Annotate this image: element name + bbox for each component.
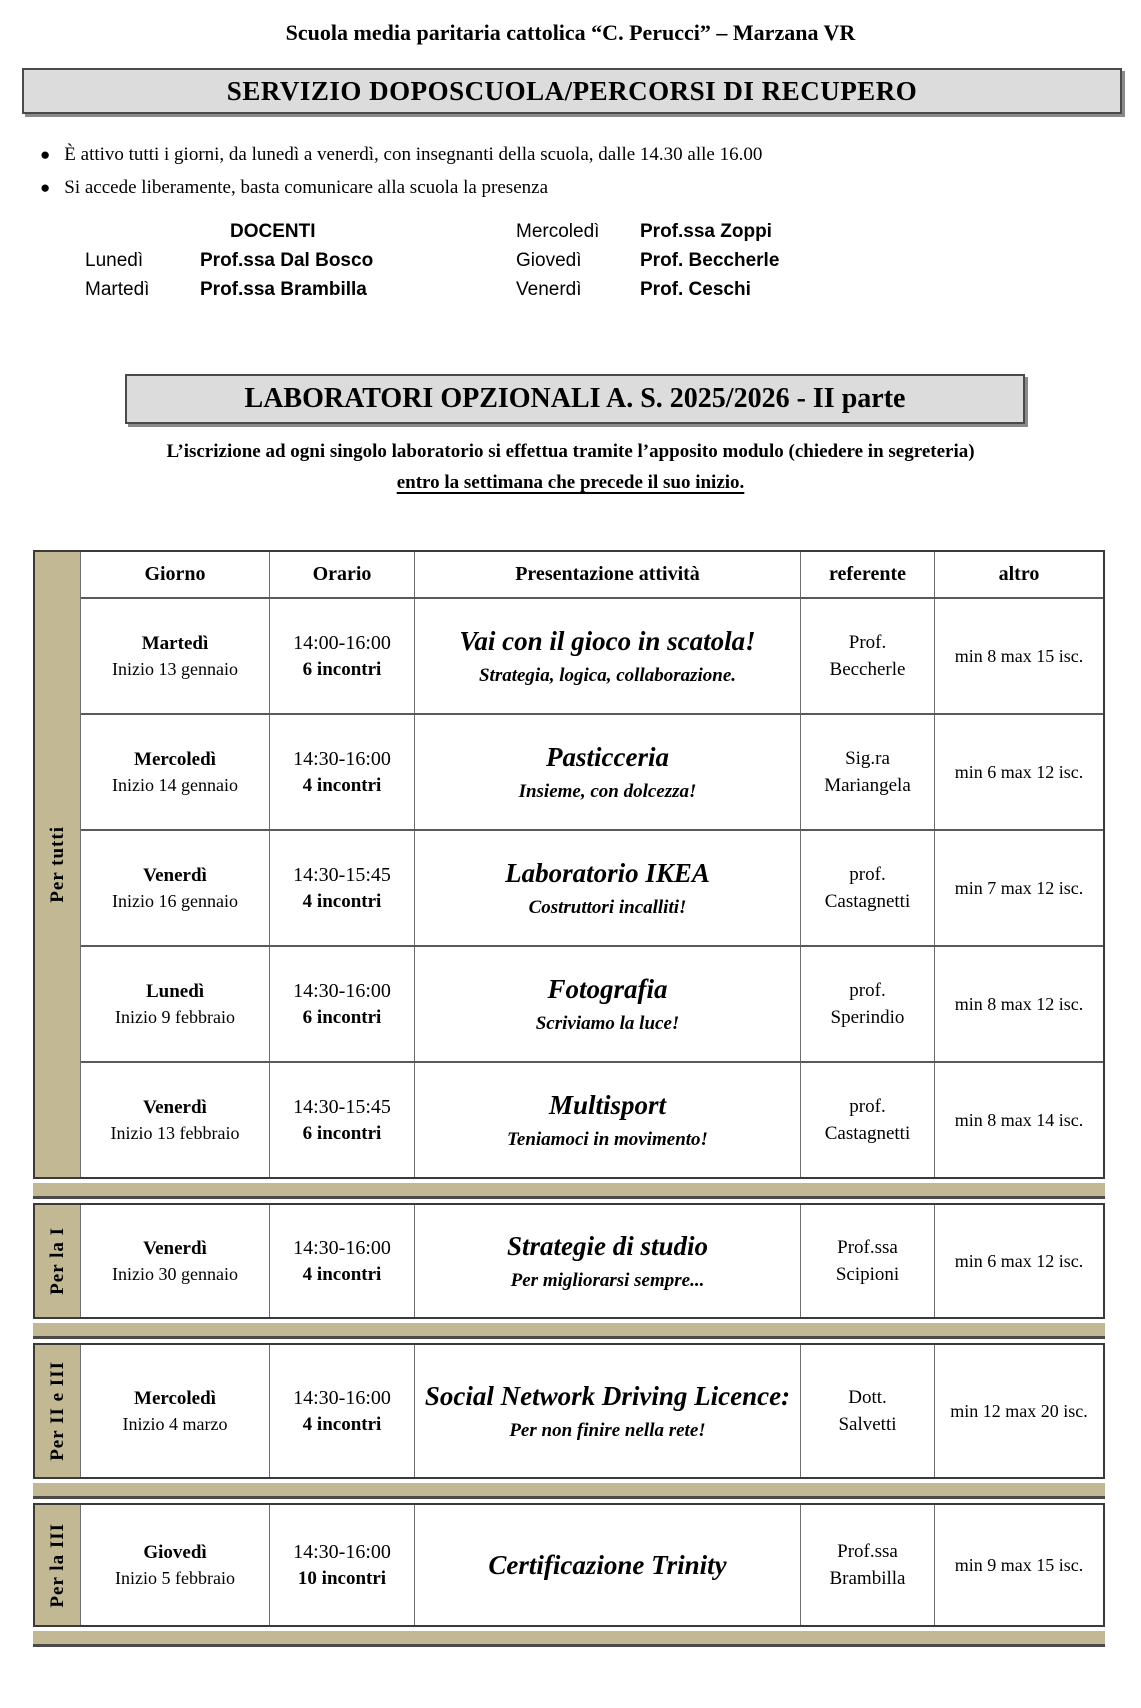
time-range: 14:30-15:45: [293, 864, 391, 886]
referent-name: Brambilla: [829, 1568, 906, 1589]
altro-cell: [935, 1205, 1103, 1317]
docenti-name: Prof.ssa Brambilla: [200, 279, 367, 300]
spacer: [450, 246, 516, 275]
attivita-cell: [415, 1345, 801, 1477]
group-rows: [81, 1505, 1103, 1625]
table-group-2: [33, 1343, 1105, 1479]
enrollment-limits: min 6 max 12 isc.: [954, 761, 1084, 782]
list-item: [40, 144, 1141, 166]
day-label: Martedì: [141, 633, 209, 654]
table-group-1: [33, 1203, 1105, 1319]
start-date: Inizio 9 febbraio: [115, 1007, 235, 1027]
labs-table: [33, 550, 1105, 1647]
time-range: 14:00-16:00: [293, 632, 391, 654]
meetings-count: 6 incontri: [302, 659, 382, 680]
activity-title: Laboratorio IKEA: [505, 857, 710, 888]
table-header-row: [81, 552, 1103, 597]
enrollment-limits: min 8 max 12 isc.: [954, 993, 1084, 1014]
bullet-icon: ●: [40, 145, 51, 164]
column-header: Orario: [270, 552, 415, 597]
orario-cell: [270, 599, 415, 713]
giorno-cell: [81, 1345, 270, 1477]
meetings-count: 4 incontri: [302, 1414, 382, 1435]
giorno-cell: [81, 1205, 270, 1317]
meetings-count: 10 incontri: [297, 1568, 387, 1589]
referente-cell: [801, 1505, 935, 1625]
docenti-name: Prof. Beccherle: [640, 250, 780, 271]
attivita-cell: [415, 831, 801, 945]
orario-cell: [270, 1063, 415, 1177]
spacer: [450, 275, 516, 304]
group-label-band: [35, 1345, 81, 1477]
meetings-count: 4 incontri: [302, 1264, 382, 1285]
start-date: Inizio 5 febbraio: [115, 1568, 235, 1588]
time-range: 14:30-16:00: [293, 1541, 391, 1563]
group-label-band: [35, 1205, 81, 1317]
docenti-name: Prof.ssa Zoppi: [640, 221, 772, 242]
attivita-cell: [415, 715, 801, 829]
docenti-name: Prof.ssa Dal Bosco: [200, 250, 374, 271]
meetings-count: 6 incontri: [302, 1123, 382, 1144]
time-range: 14:30-16:00: [293, 1237, 391, 1259]
referent-title: Prof.ssa: [837, 1541, 898, 1562]
referente-cell: [801, 947, 935, 1061]
altro-cell: [935, 1063, 1103, 1177]
referent-name: Castagnetti: [824, 1123, 911, 1144]
table-row: [81, 829, 1103, 945]
day-label: Giovedì: [143, 1542, 207, 1563]
referent-title: prof.: [849, 1096, 886, 1117]
group-separator-band: [33, 1631, 1105, 1647]
group-label: Per la III: [46, 1522, 68, 1608]
table-row: [81, 1205, 1103, 1317]
referent-title: Prof.ssa: [837, 1237, 898, 1258]
labs-banner: LABORATORI OPZIONALI A. S. 2025/2026 - II parte: [125, 374, 1025, 424]
note-line-2: entro la settimana che precede il suo inizio.: [396, 472, 745, 493]
activity-title: Strategie di studio: [506, 1230, 709, 1261]
spacer: [85, 217, 200, 246]
referent-name: Scipioni: [835, 1264, 900, 1285]
meetings-count: 4 incontri: [302, 775, 382, 796]
docenti-day: Giovedì: [516, 250, 582, 271]
column-header: Giorno: [81, 552, 270, 597]
giorno-cell: [81, 715, 270, 829]
group-label: Per II e III: [46, 1361, 68, 1461]
activity-subtitle: Teniamoci in movimento!: [507, 1128, 708, 1150]
bullet-icon: ●: [40, 178, 51, 197]
enrollment-limits: min 7 max 12 isc.: [954, 877, 1084, 898]
referent-title: Dott.: [848, 1387, 887, 1408]
referent-title: prof.: [849, 980, 886, 1001]
table-group-3: [33, 1503, 1105, 1627]
referent-name: Mariangela: [824, 775, 911, 796]
enrollment-limits: min 9 max 15 isc.: [954, 1554, 1084, 1575]
group-rows: [81, 1345, 1103, 1477]
column-header: referente: [801, 552, 935, 597]
attivita-cell: [415, 599, 801, 713]
group-separator-band: [33, 1323, 1105, 1339]
attivita-cell: [415, 1063, 801, 1177]
referent-title: Sig.ra: [845, 748, 890, 769]
start-date: Inizio 30 gennaio: [112, 1264, 238, 1284]
docenti-name: Prof. Ceschi: [640, 279, 751, 300]
activity-title: Social Network Driving Licence:: [424, 1380, 791, 1411]
referent-name: Sperindio: [830, 1007, 905, 1028]
day-label: Mercoledì: [134, 749, 216, 770]
day-label: Mercoledì: [134, 1388, 216, 1409]
giorno-cell: [81, 599, 270, 713]
giorno-cell: [81, 947, 270, 1061]
day-label: Lunedì: [145, 981, 205, 1002]
table-row: [81, 1505, 1103, 1625]
orario-cell: [270, 1505, 415, 1625]
referent-name: Salvetti: [838, 1414, 897, 1435]
orario-cell: [270, 1345, 415, 1477]
group-separator-band: [33, 1483, 1105, 1499]
docenti-heading: DOCENTI: [230, 221, 316, 242]
enrollment-limits: min 6 max 12 isc.: [954, 1250, 1084, 1271]
time-range: 14:30-16:00: [293, 1387, 391, 1409]
giorno-cell: [81, 1505, 270, 1625]
note-line-1: L’iscrizione ad ogni singolo laboratorio si effettua tramite l’apposito modulo (chiedere in segreteria): [166, 441, 975, 462]
altro-cell: [935, 947, 1103, 1061]
time-range: 14:30-16:00: [293, 748, 391, 770]
orario-cell: [270, 1205, 415, 1317]
docenti-day: Venerdì: [516, 279, 582, 300]
group-separator-band: [33, 1183, 1105, 1199]
activity-subtitle: Scriviamo la luce!: [535, 1012, 680, 1034]
registration-note: [0, 436, 1141, 498]
start-date: Inizio 14 gennaio: [112, 775, 238, 795]
meetings-count: 6 incontri: [302, 1007, 382, 1028]
group-label-band: [35, 552, 81, 1177]
altro-cell: [935, 831, 1103, 945]
table-row: [81, 945, 1103, 1061]
info-bullet-list: [40, 144, 1141, 199]
orario-cell: [270, 715, 415, 829]
group-rows: [81, 552, 1103, 1177]
time-range: 14:30-15:45: [293, 1096, 391, 1118]
column-header: Presentazione attività: [415, 552, 801, 597]
group-label-band: [35, 1505, 81, 1625]
attivita-cell: [415, 1505, 801, 1625]
referente-cell: [801, 1063, 935, 1177]
start-date: Inizio 13 gennaio: [112, 659, 238, 679]
activity-subtitle: Per migliorarsi sempre...: [510, 1269, 705, 1291]
meetings-count: 4 incontri: [302, 891, 382, 912]
day-label: Venerdì: [143, 865, 207, 886]
activity-subtitle: Costruttori incalliti!: [528, 896, 687, 918]
docenti-day: Lunedì: [85, 250, 144, 271]
activity-title: Certificazione Trinity: [488, 1550, 727, 1580]
giorno-cell: [81, 831, 270, 945]
group-label: Per la I: [46, 1227, 68, 1295]
bullet-text: Si accede liberamente, basta comunicare alla scuola la presenza: [64, 177, 549, 198]
start-date: Inizio 4 marzo: [122, 1414, 228, 1434]
referente-cell: [801, 1345, 935, 1477]
time-range: 14:30-16:00: [293, 980, 391, 1002]
list-item: [40, 177, 1141, 199]
attivita-cell: [415, 947, 801, 1061]
group-label: Per tutti: [46, 826, 68, 903]
activity-title: Fotografia: [547, 973, 668, 1004]
referent-title: prof.: [849, 864, 886, 885]
referente-cell: [801, 1205, 935, 1317]
altro-cell: [935, 1505, 1103, 1625]
docenti-day: Martedì: [85, 279, 150, 300]
group-rows: [81, 1205, 1103, 1317]
activity-subtitle: Per non finire nella rete!: [509, 1419, 706, 1441]
referente-cell: [801, 831, 935, 945]
table-group-0: [33, 550, 1105, 1179]
spacer: [450, 217, 516, 246]
table-row: [81, 713, 1103, 829]
altro-cell: [935, 715, 1103, 829]
altro-cell: [935, 1345, 1103, 1477]
table-row: [81, 597, 1103, 713]
day-label: Venerdì: [143, 1238, 207, 1259]
referent-name: Castagnetti: [824, 891, 911, 912]
activity-title: Pasticceria: [546, 741, 669, 772]
orario-cell: [270, 831, 415, 945]
start-date: Inizio 13 febbraio: [110, 1123, 240, 1143]
table-row: [81, 1345, 1103, 1477]
giorno-cell: [81, 1063, 270, 1177]
bullet-text: È attivo tutti i giorni, da lunedì a venerdì, con insegnanti della scuola, dalle 14.30 alle 16.00: [64, 144, 763, 165]
docenti-day: Mercoledì: [516, 221, 600, 242]
enrollment-limits: min 8 max 14 isc.: [954, 1109, 1084, 1130]
referente-cell: [801, 599, 935, 713]
enrollment-limits: min 12 max 20 isc.: [950, 1400, 1088, 1421]
docenti-grid: [85, 217, 1141, 304]
activity-subtitle: Strategia, logica, collaborazione.: [478, 664, 737, 686]
day-label: Venerdì: [143, 1097, 207, 1118]
orario-cell: [270, 947, 415, 1061]
referent-name: Beccherle: [829, 659, 906, 680]
referente-cell: [801, 715, 935, 829]
attivita-cell: [415, 1205, 801, 1317]
activity-title: Multisport: [548, 1089, 667, 1120]
enrollment-limits: min 8 max 15 isc.: [954, 645, 1084, 666]
activity-subtitle: Insieme, con dolcezza!: [518, 780, 697, 802]
activity-title: Vai con il gioco in scatola!: [459, 625, 756, 656]
service-banner: SERVIZIO DOPOSCUOLA/PERCORSI DI RECUPERO: [22, 68, 1122, 114]
column-header: altro: [998, 563, 1040, 585]
start-date: Inizio 16 gennaio: [112, 891, 238, 911]
referent-title: Prof.: [848, 632, 887, 653]
page-title: Scuola media paritaria cattolica “C. Perucci” – Marzana VR: [285, 20, 856, 45]
table-row: [81, 1061, 1103, 1177]
altro-cell: [935, 599, 1103, 713]
